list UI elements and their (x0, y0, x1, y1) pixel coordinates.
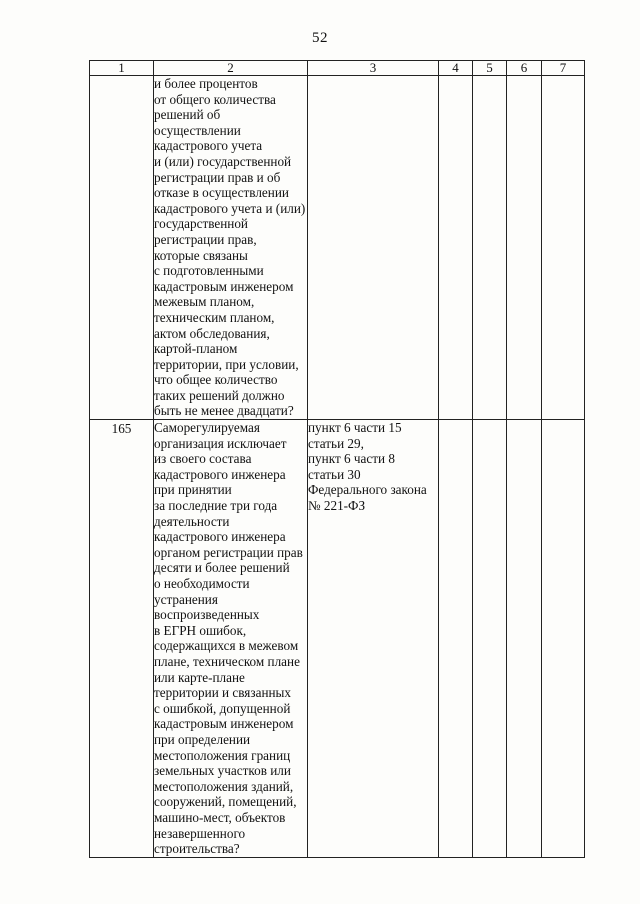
column-header-6: 6 (507, 61, 542, 76)
question-line: при определении (154, 731, 251, 747)
question-line: содержащихся в межевом (154, 638, 299, 654)
answer-cell-no (473, 76, 507, 420)
question-line: от общего количества (154, 91, 276, 107)
question-line: картой-планом (154, 341, 238, 357)
legal-basis-line: статьи 29, (308, 435, 364, 451)
page-number: 52 (312, 30, 328, 46)
question-line: кадастрового учета и (или) (154, 200, 306, 216)
question-line: регистрации прав и об (154, 169, 281, 185)
question-line: местоположения границ (154, 747, 291, 763)
question-line: строительства? (154, 841, 240, 857)
question-line: с ошибкой, допущенной (154, 700, 291, 716)
column-header-3: 3 (308, 61, 439, 76)
question-line: или карте-плане (154, 669, 245, 685)
answer-cell-yes (439, 420, 473, 858)
question-cell (154, 420, 308, 858)
question-line: плане, техническом плане (154, 653, 300, 669)
column-header-4: 4 (439, 61, 473, 76)
question-line: воспроизведенных (154, 607, 260, 623)
legal-basis-cell (308, 420, 439, 858)
row-number-cell: 165 (90, 420, 154, 858)
question-line: незавершенного (154, 825, 246, 841)
question-line: быть не менее двадцати? (154, 403, 294, 419)
answer-cell-na (507, 76, 542, 420)
question-line: актом обследования, (154, 325, 270, 341)
question-line: осуществлении (154, 122, 241, 138)
legal-basis-line: Федерального закона (308, 482, 427, 498)
question-line: Саморегулируемая (154, 420, 260, 436)
question-line: межевым планом, (154, 294, 255, 310)
question-line: кадастровым инженером (154, 716, 294, 732)
row-number-cell (90, 76, 154, 420)
question-line: регистрации прав, (154, 231, 257, 247)
question-line: и (или) государственной (154, 153, 292, 169)
question-line: при принятии (154, 482, 232, 498)
table-row (90, 76, 585, 420)
checklist-table (89, 60, 585, 858)
column-header-5: 5 (473, 61, 507, 76)
question-line: территории и связанных (154, 685, 292, 701)
question-line: организация исключает (154, 435, 287, 451)
question-line: кадастровым инженером (154, 278, 294, 294)
question-line: государственной (154, 216, 248, 232)
question-line: за последние три года (154, 498, 278, 514)
notes-cell (542, 76, 585, 420)
question-line: таких решений должно (154, 387, 285, 403)
legal-basis-cell (308, 76, 439, 420)
legal-basis-line: пункт 6 части 15 (308, 420, 402, 436)
question-line: и более процентов (154, 76, 258, 91)
question-line: решений об (154, 107, 221, 123)
question-line: территории, при условии, (154, 356, 299, 372)
question-line: машино-мест, объектов (154, 809, 286, 825)
question-line: кадастрового учета (154, 138, 263, 154)
legal-basis-line: статьи 30 (308, 466, 361, 482)
question-line: отказе в осуществлении (154, 185, 289, 201)
column-header-2: 2 (154, 61, 308, 76)
legal-basis-line: пункт 6 части 8 (308, 451, 395, 467)
question-line: кадастрового инженера (154, 466, 286, 482)
question-line: с подготовленными (154, 263, 264, 279)
question-cell (154, 76, 308, 420)
table-row (90, 420, 585, 858)
answer-cell-na (507, 420, 542, 858)
question-line: техническим планом, (154, 309, 275, 325)
column-header-1: 1 (90, 61, 154, 76)
question-line: земельных участков или (154, 763, 291, 779)
question-line: которые связаны (154, 247, 248, 263)
question-line: деятельности (154, 513, 230, 529)
question-line: сооружений, помещений, (154, 794, 297, 810)
question-line: из своего состава (154, 451, 252, 467)
notes-cell (542, 420, 585, 858)
question-line: десяти и более решений (154, 560, 290, 576)
question-line: местоположения зданий, (154, 778, 294, 794)
header-row (90, 61, 585, 76)
question-line: органом регистрации прав (154, 544, 303, 560)
legal-basis-line: № 221-ФЗ (308, 498, 366, 514)
question-line: в ЕГРН ошибок, (154, 622, 247, 638)
answer-cell-yes (439, 76, 473, 420)
question-line: кадастрового инженера (154, 529, 286, 545)
question-line: о необходимости (154, 576, 250, 591)
question-line: устранения (154, 591, 218, 607)
question-line: что общее количество (154, 372, 278, 388)
answer-cell-no (473, 420, 507, 858)
column-header-7: 7 (542, 61, 585, 76)
